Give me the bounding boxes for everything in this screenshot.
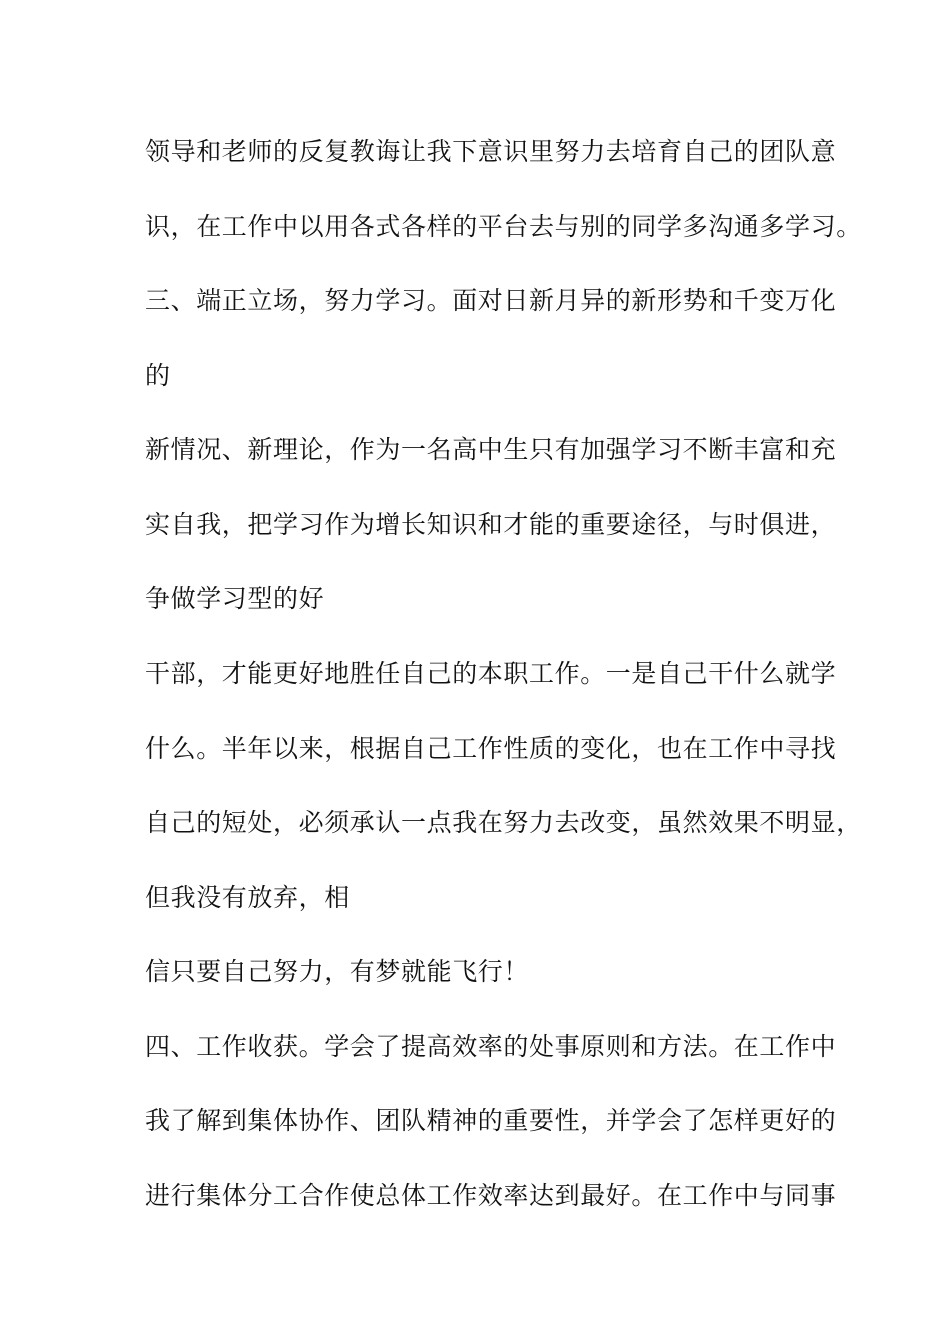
text-line-5: 新情况、新理论，作为一名高中生只有加强学习不断丰富和充 [145,435,837,464]
text-line-7: 争做学习型的好 [145,584,325,613]
text-line-8: 干部，才能更好地胜任自己的本职工作。一是自己干什么就学 [145,659,837,688]
text-line-4: 的 [145,361,171,390]
text-line-11: 但我没有放弃，相 [145,883,350,912]
text-line-2: 识，在工作中以用各式各样的平台去与别的同学多沟通多学习。 [145,212,862,241]
text-line-6: 实自我，把学习作为增长知识和才能的重要途径，与时俱进， [145,510,837,539]
text-line-12: 信只要自己努力，有梦就能飞行！ [145,957,530,986]
text-line-1: 领导和老师的反复教诲让我下意识里努力去培育自己的团队意 [145,137,837,166]
text-line-15: 进行集体分工合作使总体工作效率达到最好。在工作中与同事 [145,1181,837,1210]
text-line-14: 我了解到集体协作、团队精神的重要性，并学会了怎样更好的 [145,1106,837,1135]
text-line-9: 什么。半年以来，根据自己工作性质的变化，也在工作中寻找 [145,734,837,763]
text-line-13: 四、工作收获。学会了提高效率的处事原则和方法。在工作中 [145,1032,837,1061]
text-line-3: 三、端正立场，努力学习。面对日新月异的新形势和千变万化 [145,286,837,315]
text-line-10: 自己的短处，必须承认一点我在努力去改变，虽然效果不明显， [145,808,862,837]
